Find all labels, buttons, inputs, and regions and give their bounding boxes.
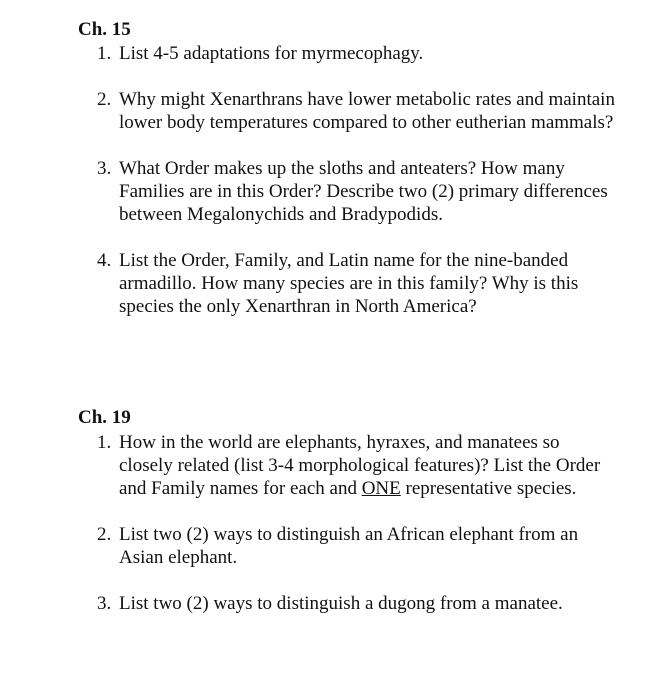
- question-number: 3.: [97, 158, 112, 179]
- question-text: Why might Xenarthrans have lower metabolic rates and maintain lower body temperatures compared to other eutherian mammals?: [119, 89, 615, 133]
- question-text: List two (2) ways to distinguish an African elephant from an Asian elephant.: [119, 524, 579, 568]
- question-number: 1.: [97, 432, 112, 453]
- question-number: 1.: [97, 43, 112, 64]
- chapter-19-heading: Ch. 19: [78, 407, 131, 428]
- question-text: List the Order, Family, and Latin name for the nine-banded armadillo. How many species are in this family? Why is this species the only Xenarthran in North America?: [119, 250, 579, 317]
- chapter-15-question-list: [78, 42, 618, 318]
- ch15-question-2: [78, 88, 618, 134]
- ch19-question-1: [78, 431, 618, 500]
- question-number: 3.: [97, 593, 112, 614]
- chapter-19-section: [78, 406, 618, 615]
- chapter-19-question-list: [78, 431, 618, 615]
- ch15-question-4: [78, 249, 618, 318]
- ch15-question-3: [78, 157, 618, 226]
- question-number: 2.: [97, 524, 112, 545]
- question-text: List 4-5 adaptations for myrmecophagy.: [119, 43, 424, 64]
- question-text-before: How in the world are elephants, hyraxes, and manatees so closely related (list 3-4 morphological features)? List the Order and Family names for each and: [119, 432, 601, 499]
- chapter-15-section: [78, 18, 618, 318]
- underlined-emphasis: ONE: [361, 478, 401, 499]
- question-text: What Order makes up the sloths and anteaters? How many Families are in this Order? Describe two (2) primary differences between Megalonychids and Bradypodids.: [119, 158, 608, 225]
- question-number: 4.: [97, 250, 112, 271]
- ch15-question-1: [78, 42, 618, 65]
- question-text: [119, 432, 600, 499]
- chapter-15-heading: Ch. 15: [78, 19, 131, 40]
- ch19-question-2: [78, 523, 618, 569]
- question-text: List two (2) ways to distinguish a dugong from a manatee.: [119, 593, 563, 614]
- ch19-question-3: [78, 592, 618, 615]
- question-text-after: representative species.: [400, 478, 577, 499]
- question-number: 2.: [97, 89, 112, 110]
